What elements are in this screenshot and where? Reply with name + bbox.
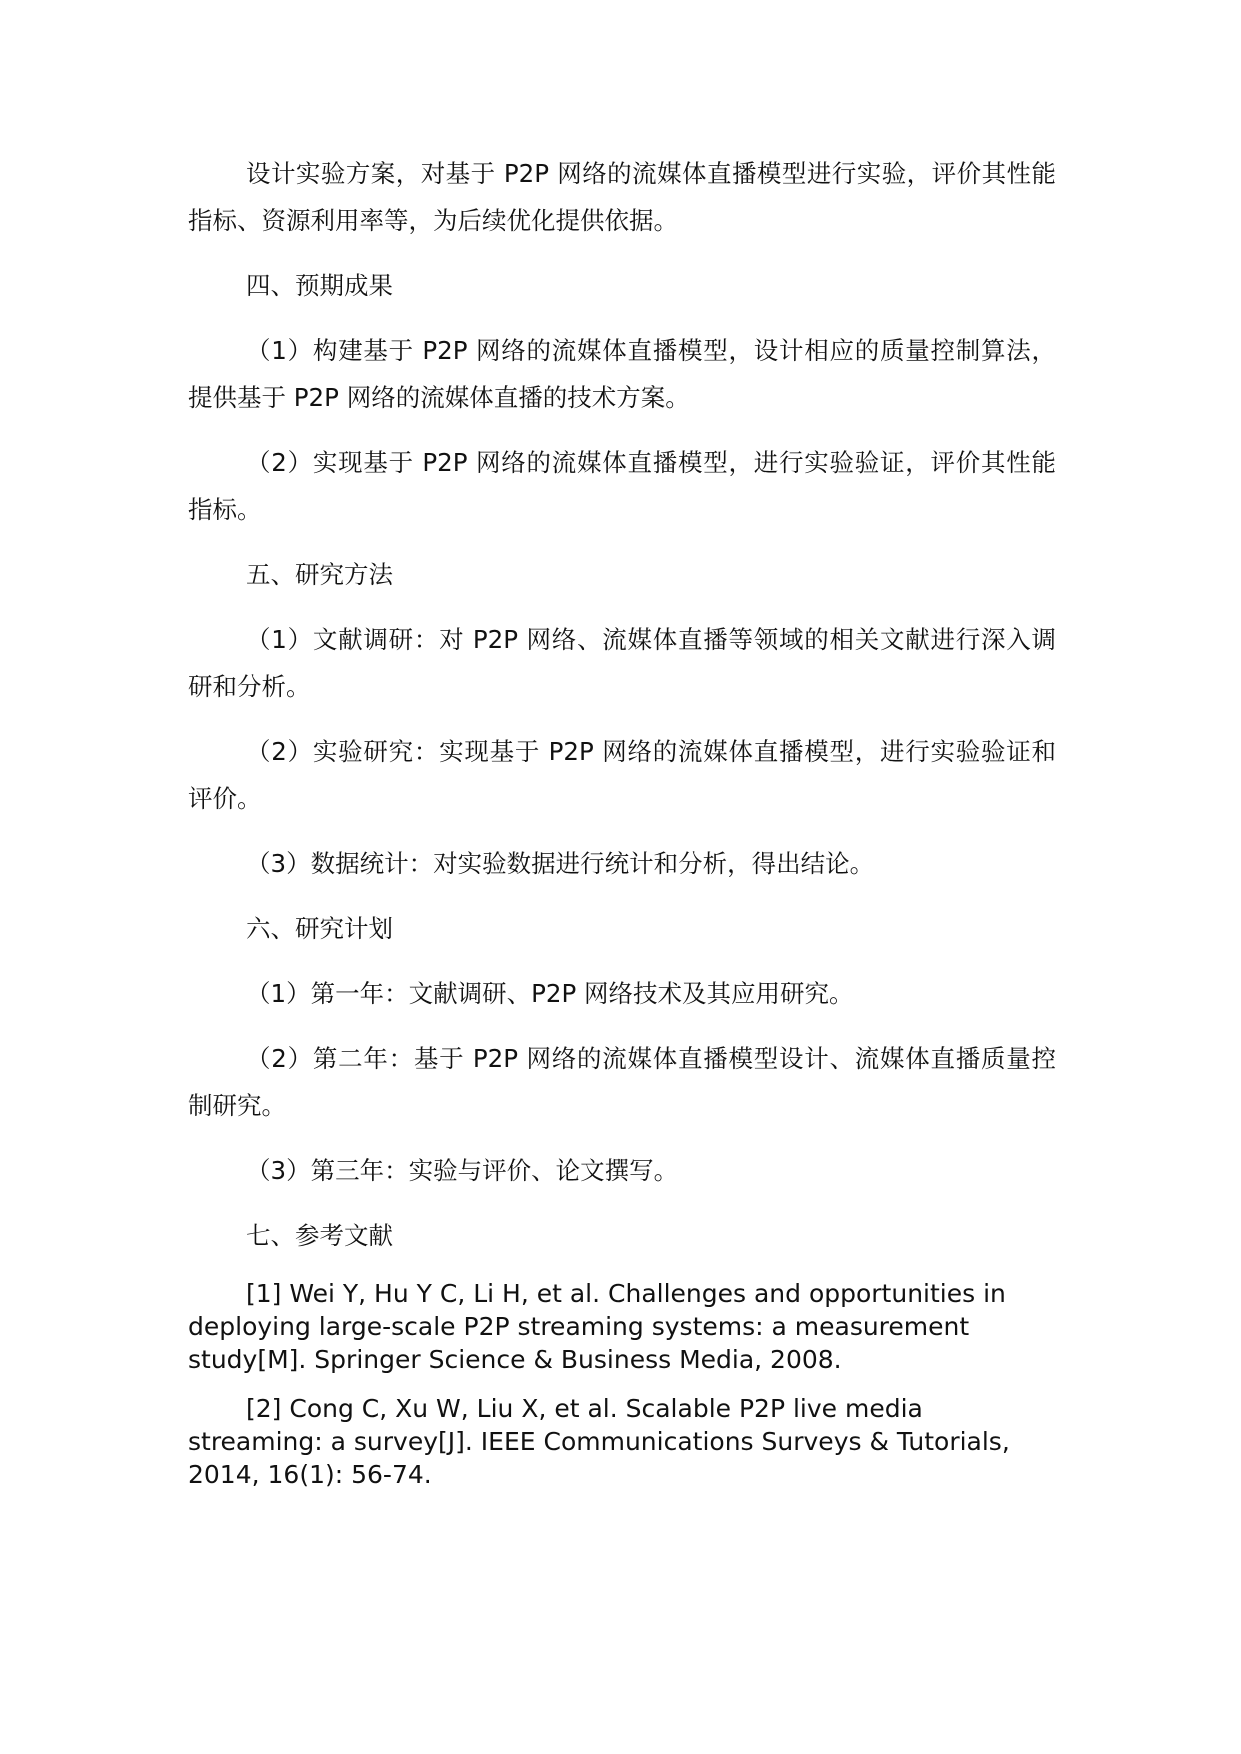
research-plan-item: （3）第三年：实验与评价、论文撰写。 bbox=[246, 1156, 679, 1185]
research-method-item: （2）实验研究：实现基于 P2P 网络的流媒体直播模型，进行实验验证和评价。 bbox=[188, 737, 1056, 813]
research-method-item: （3）数据统计：对实验数据进行统计和分析，得出结论。 bbox=[246, 849, 875, 878]
expected-result-item: （2）实现基于 P2P 网络的流媒体直播模型，进行实验验证，评价其性能指标。 bbox=[188, 448, 1056, 524]
reference-item: [2] Cong C, Xu W, Liu X, et al. Scalable P2P live media streaming: a survey[J]. IEEE Communications Surveys & Tutorials, 2014, 16(1): 56-74. bbox=[188, 1394, 1010, 1489]
expected-result-item: （1）构建基于 P2P 网络的流媒体直播模型，设计相应的质量控制算法，提供基于 P2P 网络的流媒体直播的技术方案。 bbox=[188, 336, 1056, 412]
section-heading-research-methods: 五、研究方法 bbox=[246, 560, 393, 589]
section-heading-references: 七、参考文献 bbox=[246, 1221, 393, 1250]
research-plan-item: （2）第二年：基于 P2P 网络的流媒体直播模型设计、流媒体直播质量控制研究。 bbox=[188, 1044, 1056, 1120]
document-body bbox=[188, 150, 1056, 1507]
intro-paragraph: 设计实验方案，对基于 P2P 网络的流媒体直播模型进行实验，评价其性能指标、资源利用率等，为后续优化提供依据。 bbox=[188, 159, 1056, 235]
section-heading-research-plan: 六、研究计划 bbox=[246, 914, 393, 943]
section-heading-expected-results: 四、预期成果 bbox=[246, 271, 393, 300]
research-plan-item: （1）第一年：文献调研、P2P 网络技术及其应用研究。 bbox=[246, 979, 854, 1008]
research-method-item: （1）文献调研：对 P2P 网络、流媒体直播等领域的相关文献进行深入调研和分析。 bbox=[188, 625, 1056, 701]
reference-item: [1] Wei Y, Hu Y C, Li H, et al. Challenges and opportunities in deploying large-scale P2P streaming systems: a measurement study[M]. Springer Science & Business Media, 2008. bbox=[188, 1279, 1006, 1374]
